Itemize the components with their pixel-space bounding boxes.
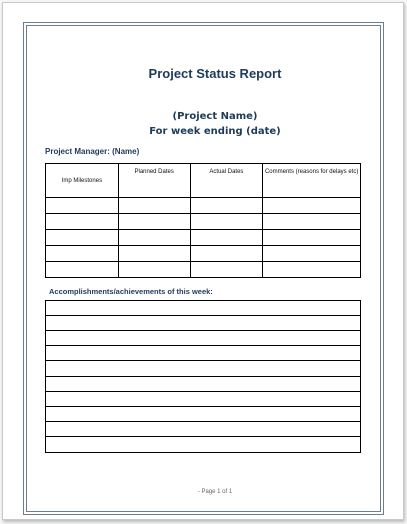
table-row [46, 246, 361, 262]
column-header-actual-dates: Actual Dates [190, 164, 263, 198]
table-cell[interactable] [263, 198, 361, 214]
table-cell[interactable] [118, 230, 190, 246]
accomplishments-box [45, 300, 361, 453]
table-cell[interactable] [263, 246, 361, 262]
table-cell[interactable] [118, 246, 190, 262]
week-ending: For week ending (date) [149, 126, 281, 137]
column-header-planned-dates: Planned Dates [118, 164, 190, 198]
table-cell[interactable] [190, 262, 263, 278]
table-row [46, 230, 361, 246]
accomplishments-label: Accomplishments/achievements of this week: [49, 287, 213, 296]
accomplishment-line[interactable] [46, 406, 360, 407]
table-cell[interactable] [190, 214, 263, 230]
page-number: - Page 1 of 1 [197, 489, 233, 495]
column-header-comments: Comments (reasons for delays etc) [263, 164, 361, 198]
table-cell[interactable] [118, 198, 190, 214]
document-page [2, 2, 404, 520]
accomplishment-line[interactable] [46, 436, 360, 437]
table-row [46, 262, 361, 278]
table-cell[interactable] [46, 262, 119, 278]
table-row [46, 198, 361, 214]
accomplishment-line[interactable] [46, 315, 360, 316]
table-cell[interactable] [46, 214, 119, 230]
accomplishment-line[interactable] [46, 376, 360, 377]
table-cell[interactable] [46, 230, 119, 246]
table-header-row [46, 164, 361, 198]
table-cell[interactable] [263, 214, 361, 230]
project-name: (Project Name) [172, 111, 258, 122]
table-cell[interactable] [263, 230, 361, 246]
accomplishment-line[interactable] [46, 360, 360, 361]
project-manager-label: Project Manager: (Name) [45, 147, 140, 156]
table-cell[interactable] [46, 246, 119, 262]
table-cell[interactable] [190, 246, 263, 262]
table-row [46, 214, 361, 230]
accomplishment-line[interactable] [46, 345, 360, 346]
report-title: Project Status Report [148, 66, 282, 81]
table-cell[interactable] [118, 214, 190, 230]
accomplishment-line[interactable] [46, 391, 360, 392]
table-cell[interactable] [46, 198, 119, 214]
accomplishment-line[interactable] [46, 421, 360, 422]
milestones-table [45, 163, 361, 278]
table-cell[interactable] [118, 262, 190, 278]
table-cell[interactable] [190, 230, 263, 246]
column-header-milestones: Imp Milestones [46, 164, 119, 198]
table-cell[interactable] [263, 262, 361, 278]
accomplishment-line[interactable] [46, 330, 360, 331]
table-cell[interactable] [190, 198, 263, 214]
